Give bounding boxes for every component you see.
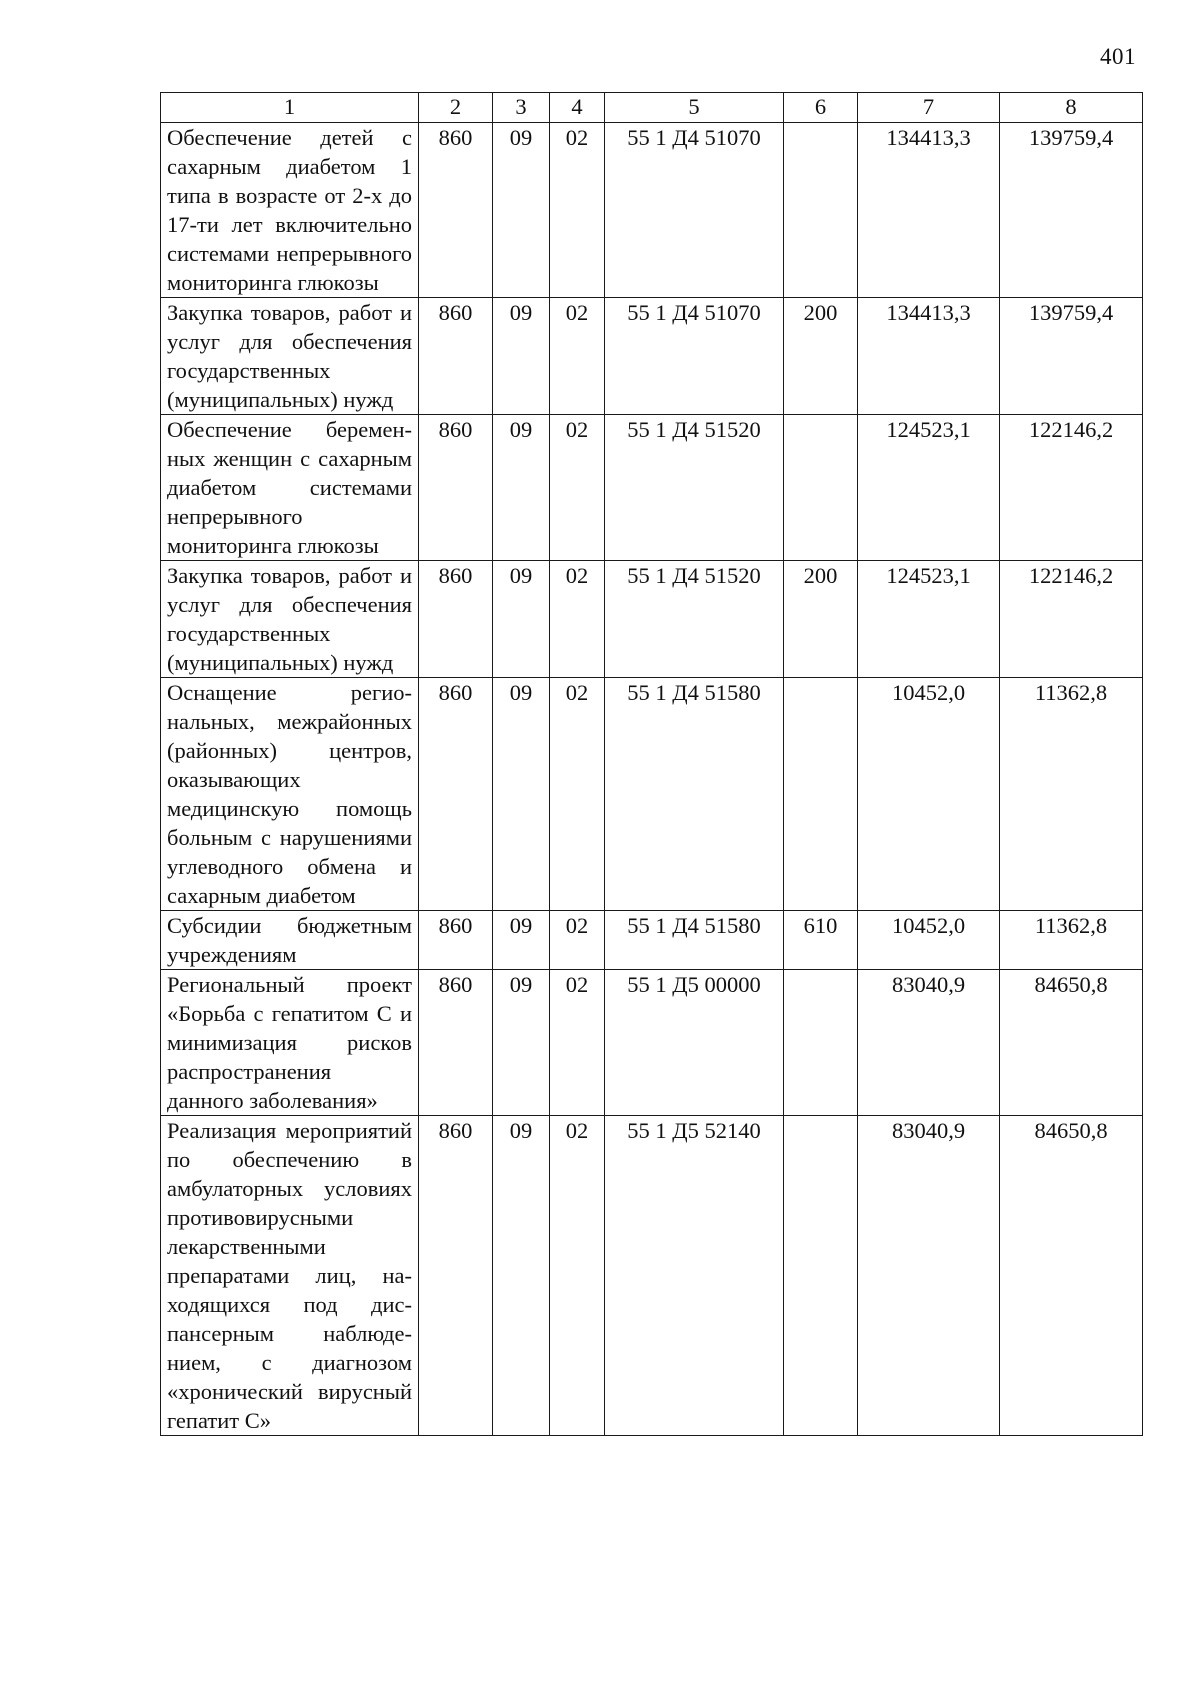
column-header-3: 3	[493, 93, 550, 123]
table-row	[161, 1116, 1143, 1436]
row-sum2: 11362,8	[1000, 911, 1143, 970]
row-sum2: 139759,4	[1000, 123, 1143, 298]
row-grbs: 860	[419, 298, 493, 415]
row-sum1: 10452,0	[858, 678, 1000, 911]
row-grbs: 860	[419, 561, 493, 678]
row-pr: 02	[550, 123, 605, 298]
row-grbs: 860	[419, 415, 493, 561]
row-sum2: 122146,2	[1000, 561, 1143, 678]
row-pr: 02	[550, 678, 605, 911]
row-rz: 09	[493, 298, 550, 415]
row-grbs: 860	[419, 123, 493, 298]
row-vr	[784, 415, 858, 561]
row-sum1: 124523,1	[858, 415, 1000, 561]
table-row	[161, 123, 1143, 298]
column-header-8: 8	[1000, 93, 1143, 123]
row-sum2: 84650,8	[1000, 1116, 1143, 1436]
table-row	[161, 678, 1143, 911]
row-sum1: 83040,9	[858, 1116, 1000, 1436]
row-rz: 09	[493, 678, 550, 911]
row-name: Региональный проект «Борьба с гепатитом С и минимизация рисков распространения данного заболевания»	[161, 970, 419, 1116]
row-sum1: 83040,9	[858, 970, 1000, 1116]
column-header-7: 7	[858, 93, 1000, 123]
row-rz: 09	[493, 911, 550, 970]
column-header-6: 6	[784, 93, 858, 123]
column-header-1: 1	[161, 93, 419, 123]
row-csr: 55 1 Д4 51070	[605, 123, 784, 298]
column-header-5: 5	[605, 93, 784, 123]
row-grbs: 860	[419, 911, 493, 970]
row-rz: 09	[493, 123, 550, 298]
row-name: Закупка товаров, работ и услуг для обеспечения государственных (муниципальных) нужд	[161, 298, 419, 415]
row-csr: 55 1 Д4 51580	[605, 678, 784, 911]
table-row	[161, 911, 1143, 970]
column-header-4: 4	[550, 93, 605, 123]
table-row	[161, 561, 1143, 678]
row-vr	[784, 1116, 858, 1436]
table-header	[161, 93, 1143, 123]
row-pr: 02	[550, 415, 605, 561]
row-rz: 09	[493, 415, 550, 561]
column-header-2: 2	[419, 93, 493, 123]
table-row	[161, 415, 1143, 561]
row-rz: 09	[493, 970, 550, 1116]
row-sum2: 139759,4	[1000, 298, 1143, 415]
row-vr: 200	[784, 298, 858, 415]
row-sum1: 10452,0	[858, 911, 1000, 970]
row-csr: 55 1 Д5 52140	[605, 1116, 784, 1436]
row-vr	[784, 123, 858, 298]
table-row	[161, 298, 1143, 415]
header-row	[161, 93, 1143, 123]
row-csr: 55 1 Д4 51070	[605, 298, 784, 415]
row-rz: 09	[493, 1116, 550, 1436]
row-csr: 55 1 Д4 51520	[605, 415, 784, 561]
row-name: Обеспечение беременных женщин с сахарным диабетом системами непрерывного мониторинга глюкозы	[161, 415, 419, 561]
row-name: Оснащение региональных, межрайонных (районных) центров, оказывающих медицинскую помощь больным с нарушениями углеводного обмена и сахарным диабетом	[161, 678, 419, 911]
row-pr: 02	[550, 298, 605, 415]
row-name: Реализация мероприятий по обеспечению в амбулаторных условиях противовирусными лекарственными препаратами лиц, находящихся под диспансерным наблюдением, с диагнозом «хронический вирусный гепатит С»	[161, 1116, 419, 1436]
row-grbs: 860	[419, 1116, 493, 1436]
page-number: 401	[1100, 44, 1136, 69]
row-pr: 02	[550, 970, 605, 1116]
row-name: Обеспечение детей с сахарным диабетом 1 типа в возрасте от 2-х до 17-ти лет включительно системами непрерывного мониторинга глюкозы	[161, 123, 419, 298]
row-pr: 02	[550, 1116, 605, 1436]
row-csr: 55 1 Д4 51580	[605, 911, 784, 970]
row-sum2: 122146,2	[1000, 415, 1143, 561]
row-name: Закупка товаров, работ и услуг для обеспечения государственных (муниципальных) нужд	[161, 561, 419, 678]
row-vr	[784, 678, 858, 911]
row-sum1: 134413,3	[858, 123, 1000, 298]
row-name: Субсидии бюджетным учреждениям	[161, 911, 419, 970]
row-vr	[784, 970, 858, 1116]
row-csr: 55 1 Д5 00000	[605, 970, 784, 1116]
table-body	[161, 123, 1143, 1436]
row-sum1: 124523,1	[858, 561, 1000, 678]
row-vr: 610	[784, 911, 858, 970]
row-grbs: 860	[419, 678, 493, 911]
table-row	[161, 970, 1143, 1116]
row-pr: 02	[550, 561, 605, 678]
row-sum2: 84650,8	[1000, 970, 1143, 1116]
row-csr: 55 1 Д4 51520	[605, 561, 784, 678]
row-vr: 200	[784, 561, 858, 678]
row-sum2: 11362,8	[1000, 678, 1143, 911]
row-grbs: 860	[419, 970, 493, 1116]
row-sum1: 134413,3	[858, 298, 1000, 415]
budget-table	[160, 92, 1143, 1436]
row-pr: 02	[550, 911, 605, 970]
row-rz: 09	[493, 561, 550, 678]
